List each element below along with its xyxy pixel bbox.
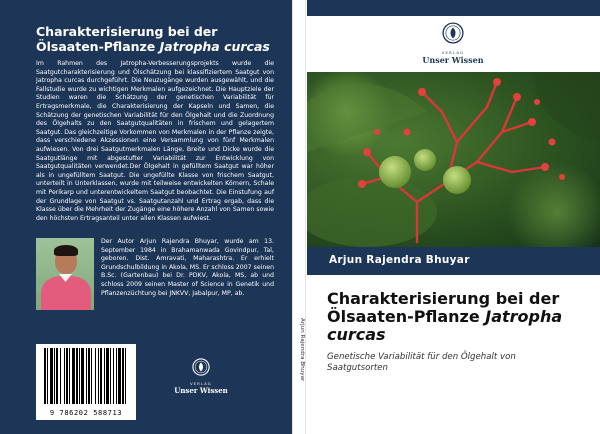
back-title-line2 (36, 39, 276, 54)
barcode-bar (125, 348, 126, 404)
barcode-bar (50, 348, 53, 404)
barcode-bar (69, 348, 70, 404)
barcode-bar (88, 348, 90, 404)
front-cover-subtitle: Genetische Variabilität für den Ölgehalt von Saatgutsorten (327, 352, 516, 373)
publisher-name: Unser Wissen (422, 55, 484, 65)
barcode-bar (54, 348, 55, 404)
jatropha-flower-photo (307, 72, 600, 247)
barcode-number: 9 786202 588713 (49, 409, 123, 417)
back-cover-blurb: Im Rahmen des Jatropha-Verbesserungsprojekts wurde die Saatgutcharakterisierung und Ölschätzung bei klassifiziertem Saatgut von Jatropha curcas durchgeführt. Die Neuzugänge wurden ausgewählt, und die Fallstudie wurde zu wichtigen Merkmalen aufgezeichnet. Die Hauptziele der Studien waren die Schätzung der genetischen Variabilität für Ertragsmerkmale, die Charakterisierung der Kapseln und Samen, die Schätzung der genetischen Variabilität für den Ölgehalt und die Zuordnung des Ölgehalts zu den Saatgutqualitäten in frischem und gelagertem Saatgut. Das gleichzeitige Vorkommen von Merkmalen in der Pflanze zeigte, dass verschiedene Akzessionen eine Versammlung von fünf Merkmalen aufwiesen. Von drei Saatgutmerkmalen Länge, Breite und Dicke wurde die Saatgutlänge mit abgestufter Variabilität zur Entwicklung von Saatgutqualitäten verwendet.Der Ölgehalt in gefülltem Saatgut war höher als in ungefülltem Saatgut. Die ungefüllte Klasse von frischem Saatgut, unterteilt in Unterklassen, wurde mit teilweise entwickelten Körnern, Schale mit Perikarp und unterentwickeltem Saatgut beobachtet. Die Einstufung auf der Grundlage von Saatgut vs. Saatgutanzahl und Ertrag ergab, dass die Klasse über die Mehrheit der Zugänge eine höhere Anzahl von Samen sowie den höchsten Ertragsanteil unter allen Klassen aufwiest. (36, 60, 274, 222)
back-title-line2-prefix: Ölsaaten-Pflanze (36, 39, 160, 54)
back-cover-title (36, 24, 276, 54)
author-photo (36, 238, 94, 310)
front-cover-title (327, 290, 595, 344)
publisher-name: Unser Wissen (174, 386, 228, 395)
barcode-bar (79, 348, 80, 404)
barcode-bar (118, 348, 121, 404)
barcode-bar (81, 348, 84, 404)
barcode-bar (76, 348, 78, 404)
barcode-bar (44, 348, 46, 404)
front-title-line3: curcas (327, 325, 386, 344)
publisher-logo-icon (442, 22, 464, 44)
front-title-line1: Charakterisierung bei der (327, 289, 560, 308)
front-title-line2-prefix: Ölsaaten-Pflanze (327, 307, 486, 326)
front-title-genus: Jatropha (485, 307, 563, 326)
barcode-bar (100, 348, 102, 404)
front-title-line2 (327, 308, 595, 326)
barcode-bar (98, 348, 99, 404)
publisher-verlag-label: VERLAG (441, 50, 465, 55)
publisher-verlag-label: VERLAG (190, 382, 212, 386)
barcode-bar (47, 348, 48, 404)
publisher-logo-icon (192, 358, 210, 376)
author-hair (54, 245, 78, 256)
barcode-bar (122, 348, 124, 404)
spine-author: Arjun Rajendra Bhuyar (299, 318, 305, 382)
barcode-bar (104, 348, 105, 404)
barcode-bar (86, 348, 87, 404)
front-author-name: Arjun Rajendra Bhuyar (329, 254, 470, 266)
barcode-bar (64, 348, 65, 404)
author-bio: Der Autor Arjun Rajendra Bhuyar, wurde am 13. September 1984 in Brahamanwada Govindpur, Tal, geboren. Dist. Amravati, Maharashtra. Er erhielt Grundschulbildung in Akola, MS. Er schloss 2007 seinen B.Sc. (Gartenbau) bei Dr. PDKV, Akola, MS, ab und schloss 2009 seinen Master of Science in Genetik und Pflanzenzüchtung bei JNKVV, Jabalpur, MP, ab. (101, 238, 274, 297)
back-title-line1: Charakterisierung bei der (36, 24, 218, 39)
barcode-bar (66, 348, 68, 404)
barcode-bar (116, 348, 117, 404)
barcode-bar (110, 348, 111, 404)
back-publisher-logo (172, 358, 230, 395)
barcode-icon (42, 348, 130, 408)
barcode-bar (95, 348, 96, 404)
barcode-bar (106, 348, 109, 404)
barcode-bar (56, 348, 58, 404)
barcode-bar (60, 348, 61, 404)
barcode-bar (91, 348, 92, 404)
front-publisher-logo (418, 22, 488, 65)
barcode-bar (113, 348, 114, 404)
barcode-bar (72, 348, 75, 404)
barcode (36, 344, 136, 420)
back-title-species: Jatropha curcas (159, 39, 270, 54)
front-top-band (307, 0, 600, 16)
jatropha-flower-illustration (307, 72, 600, 247)
